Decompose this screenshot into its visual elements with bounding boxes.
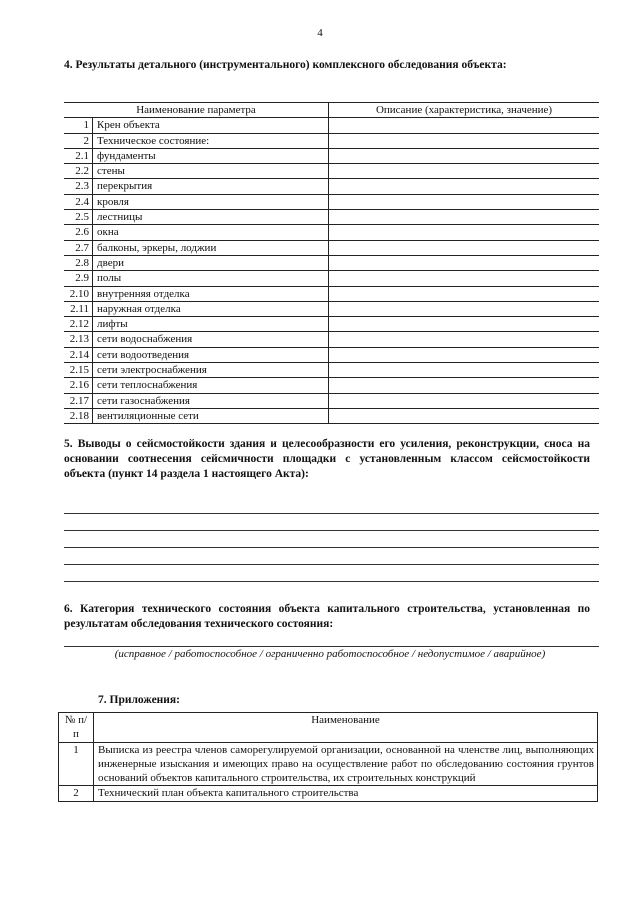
row-number: 2.10: [64, 286, 93, 301]
parameter-name: сети водоотведения: [93, 347, 329, 362]
parameter-description: [329, 347, 600, 362]
row-number: 2.15: [64, 363, 93, 378]
row-number: 2.12: [64, 317, 93, 332]
attachment-name: Технический план объекта капитального строительства: [94, 786, 598, 801]
row-number: 2.7: [64, 240, 93, 255]
blank-line: [64, 646, 599, 647]
parameter-description: [329, 286, 600, 301]
table-row: [64, 194, 599, 209]
table-row: [64, 240, 599, 255]
row-number: 1: [64, 118, 93, 133]
table-row: [64, 363, 599, 378]
survey-results-table: [64, 102, 599, 424]
table-row: [64, 317, 599, 332]
parameter-name: Техническое состояние:: [93, 133, 329, 148]
row-number: 2.13: [64, 332, 93, 347]
row-number: 2.1: [64, 148, 93, 163]
attachment-name: Выписка из реестра членов саморегулируемой организации, основанной на членстве лиц, выполняющих инженерные изыскания и имеющих право на осуществление работ по обследованию состояния грунтов оснований объектов капитального строительства, их строительных конструкций: [94, 742, 598, 786]
table-row: [64, 118, 599, 133]
parameter-name: наружная отделка: [93, 301, 329, 316]
attachments-header-row: [59, 713, 598, 743]
row-number: 2.5: [64, 210, 93, 225]
parameter-description: [329, 225, 600, 240]
row-number: 2.8: [64, 255, 93, 270]
table-row: [64, 210, 599, 225]
parameter-name: сети водоснабжения: [93, 332, 329, 347]
parameter-name: кровля: [93, 194, 329, 209]
row-number: 2.16: [64, 378, 93, 393]
parameter-name: сети теплоснабжения: [93, 378, 329, 393]
table-row: [64, 133, 599, 148]
parameter-description: [329, 194, 600, 209]
row-number: 2.2: [64, 164, 93, 179]
attachment-number: 1: [59, 742, 94, 786]
parameter-description: [329, 301, 600, 316]
attachments-table: [58, 712, 598, 802]
parameter-description: [329, 164, 600, 179]
category-options-note: (исправное / работоспособное / ограниченно работоспособное / недопустимое / аварийное): [114, 648, 546, 660]
parameter-description: [329, 118, 600, 133]
row-number: 2.11: [64, 301, 93, 316]
parameter-name: окна: [93, 225, 329, 240]
table-row: [64, 225, 599, 240]
attachment-number: 2: [59, 786, 94, 801]
parameter-name: внутренняя отделка: [93, 286, 329, 301]
attachments-body: [59, 742, 598, 801]
parameter-description: [329, 240, 600, 255]
parameter-description: [329, 378, 600, 393]
parameter-name: сети газоснабжения: [93, 393, 329, 408]
table-row: [64, 378, 599, 393]
parameter-name: лестницы: [93, 210, 329, 225]
parameter-description: [329, 408, 600, 423]
section7-heading: 7. Приложения:: [98, 694, 180, 706]
column-header-name: Наименование: [94, 713, 598, 743]
row-number: 2.9: [64, 271, 93, 286]
parameter-name: балконы, эркеры, лоджии: [93, 240, 329, 255]
table-row: [64, 255, 599, 270]
parameter-name: сети электроснабжения: [93, 363, 329, 378]
table-row: [64, 148, 599, 163]
row-number: 2.14: [64, 347, 93, 362]
blank-line: [64, 547, 599, 548]
row-number: 2.3: [64, 179, 93, 194]
table-row: [64, 164, 599, 179]
blank-line: [64, 581, 599, 582]
parameter-description: [329, 271, 600, 286]
section6-heading: 6. Категория технического состояния объекта капитального строительства, установленная по результатам обследования технического состояния:: [64, 603, 590, 630]
table-row: [64, 286, 599, 301]
row-number: 2.6: [64, 225, 93, 240]
table-row: [64, 393, 599, 408]
attachment-row: [59, 786, 598, 801]
parameter-description: [329, 179, 600, 194]
table-row: [64, 408, 599, 423]
parameter-description: [329, 332, 600, 347]
table-row: [64, 332, 599, 347]
table-header-row: [64, 103, 599, 118]
table-row: [64, 271, 599, 286]
table-row: [64, 301, 599, 316]
section5-heading: 5. Выводы о сейсмостойкости здания и целесообразности его усиления, реконструкции, сноса на основании соотнесения сейсмичности площадки с установленным классом сейсмостойкости объекта (пункт 14 раздела 1 настоящего Акта):: [64, 438, 590, 480]
table-row: [64, 179, 599, 194]
parameter-description: [329, 317, 600, 332]
row-number: 2.18: [64, 408, 93, 423]
column-header-description: Описание (характеристика, значение): [329, 103, 600, 118]
page-number: 4: [317, 27, 323, 39]
parameter-description: [329, 393, 600, 408]
parameter-name: полы: [93, 271, 329, 286]
column-header-name: Наименование параметра: [64, 103, 329, 118]
blank-line: [64, 564, 599, 565]
parameter-name: перекрытия: [93, 179, 329, 194]
parameter-name: Крен объекта: [93, 118, 329, 133]
parameter-name: вентиляционные сети: [93, 408, 329, 423]
parameter-name: фундаменты: [93, 148, 329, 163]
blank-line: [64, 530, 599, 531]
parameter-description: [329, 148, 600, 163]
blank-line: [64, 513, 599, 514]
survey-results-body: [64, 118, 599, 424]
row-number: 2.17: [64, 393, 93, 408]
parameter-description: [329, 255, 600, 270]
section4-heading: 4. Результаты детального (инструментального) комплексного обследования объекта:: [64, 59, 507, 71]
column-header-number: № п/п: [59, 713, 94, 743]
parameter-name: лифты: [93, 317, 329, 332]
parameter-description: [329, 363, 600, 378]
parameter-description: [329, 210, 600, 225]
parameter-name: двери: [93, 255, 329, 270]
parameter-name: стены: [93, 164, 329, 179]
row-number: 2: [64, 133, 93, 148]
attachment-row: [59, 742, 598, 786]
row-number: 2.4: [64, 194, 93, 209]
table-row: [64, 347, 599, 362]
parameter-description: [329, 133, 600, 148]
